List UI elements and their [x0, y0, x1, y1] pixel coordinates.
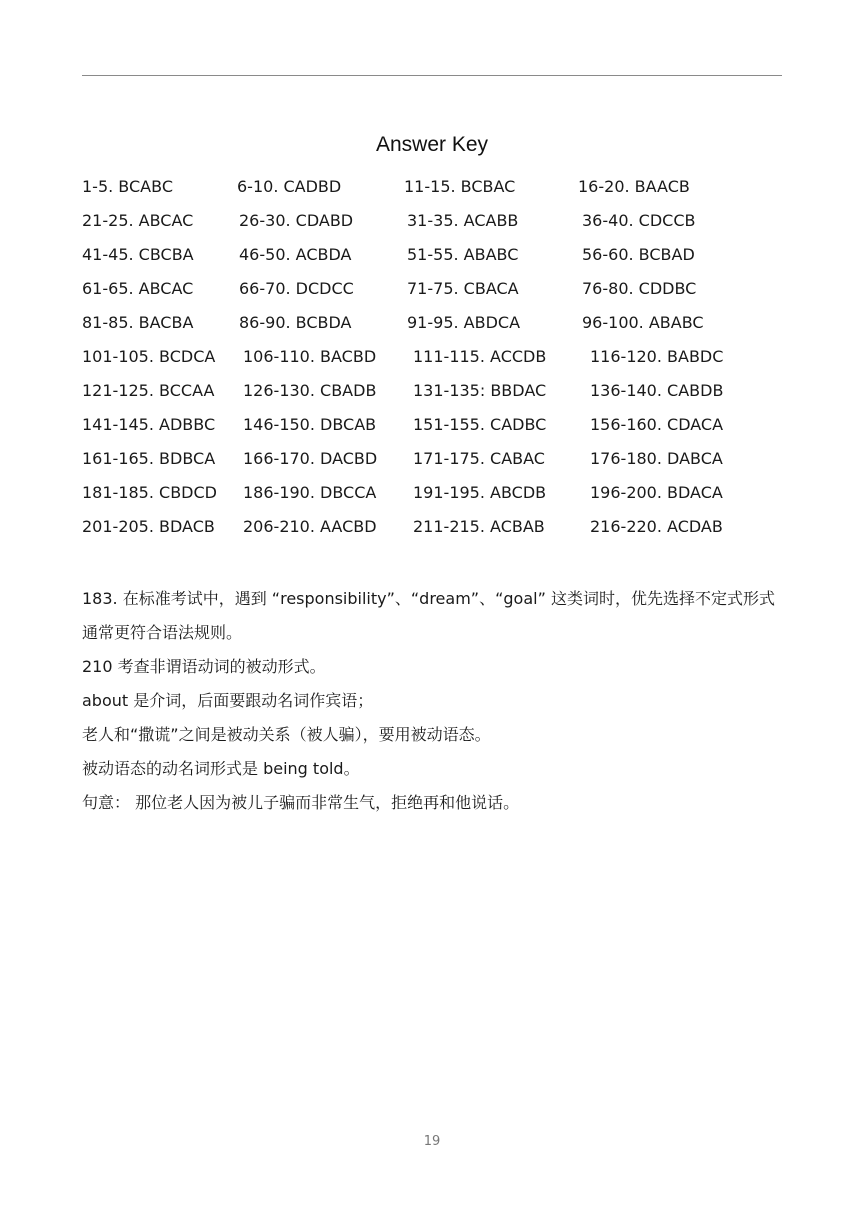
answer-key-cell: 16-20. BAACB — [578, 177, 690, 196]
answer-key-cell: 46-50. ACBDA — [239, 245, 352, 264]
answer-key-cell: 31-35. ACABB — [407, 211, 519, 230]
answer-key-cell: 71-75. CBACA — [407, 279, 519, 298]
answer-key-cell: 106-110. BACBD — [243, 347, 377, 366]
answer-key-row — [82, 449, 782, 483]
explanation-notes — [82, 582, 787, 820]
answer-key-cell: 161-165. BDBCA — [82, 449, 216, 468]
answer-key-cell: 56-60. BCBAD — [582, 245, 695, 264]
answer-key-cell: 151-155. CADBC — [413, 415, 547, 434]
answer-key-cell: 26-30. CDABD — [239, 211, 354, 230]
answer-key-cell: 21-25. ABCAC — [82, 211, 194, 230]
answer-key-cell: 211-215. ACBAB — [413, 517, 545, 536]
page-number: 19 — [423, 1134, 441, 1149]
answer-key-cell: 141-145. ADBBC — [82, 415, 216, 434]
answer-key-row — [82, 347, 782, 381]
answer-key-cell: 166-170. DACBD — [243, 449, 378, 468]
answer-key-row — [82, 211, 782, 245]
answer-key-cell: 6-10. CADBD — [237, 177, 342, 196]
answer-key-cell: 116-120. BABDC — [590, 347, 724, 366]
answer-key-cell: 156-160. CDACA — [590, 415, 724, 434]
answer-key-row — [82, 415, 782, 449]
header-rule — [82, 75, 782, 76]
answer-key-cell: 111-115. ACCDB — [413, 347, 547, 366]
answer-key-row — [82, 279, 782, 313]
answer-key-cell: 121-125. BCCAA — [82, 381, 215, 400]
answer-key-row — [82, 177, 782, 211]
note-line: 被动语态的动名词形式是 being told。 — [82, 759, 360, 778]
answer-key-cell: 181-185. CBDCD — [82, 483, 217, 502]
answer-key-cell: 176-180. DABCA — [590, 449, 723, 468]
answer-key-cell: 96-100. ABABC — [582, 313, 704, 332]
answer-key-cell: 216-220. ACDAB — [590, 517, 723, 536]
answer-key-cell: 91-95. ABDCA — [407, 313, 521, 332]
answer-key-cell: 81-85. BACBA — [82, 313, 194, 332]
answer-key-cell: 61-65. ABCAC — [82, 279, 194, 298]
answer-key-cell: 131-135: BBDAC — [413, 381, 547, 400]
answer-key-cell: 36-40. CDCCB — [582, 211, 696, 230]
answer-key-row — [82, 517, 782, 551]
answer-key-row — [82, 483, 782, 517]
answer-key-cell: 51-55. ABABC — [407, 245, 519, 264]
answer-key-cell: 206-210. AACBD — [243, 517, 377, 536]
note-line: 老人和“撒谎”之间是被动关系（被人骗），要用被动语态。 — [82, 725, 491, 744]
note-line: 通常更符合语法规则。 — [82, 623, 243, 642]
answer-key-row — [82, 245, 782, 279]
answer-key-cell: 186-190. DBCCA — [243, 483, 377, 502]
answer-key-cell: 191-195. ABCDB — [413, 483, 547, 502]
answer-key-grid — [82, 177, 782, 551]
answer-key-cell: 66-70. DCDCC — [239, 279, 354, 298]
note-line: about 是介词，后面要跟动名词作宾语； — [82, 691, 374, 710]
answer-key-cell: 146-150. DBCAB — [243, 415, 377, 434]
note-line: 210 考查非谓语动词的被动形式。 — [82, 657, 326, 676]
answer-key-cell: 86-90. BCBDA — [239, 313, 352, 332]
answer-key-cell: 171-175. CABAC — [413, 449, 545, 468]
answer-key-row — [82, 313, 782, 347]
answer-key-cell: 101-105. BCDCA — [82, 347, 216, 366]
answer-key-cell: 11-15. BCBAC — [404, 177, 516, 196]
answer-key-cell: 126-130. CBADB — [243, 381, 377, 400]
answer-key-cell: 1-5. BCABC — [82, 177, 173, 196]
answer-key-cell: 76-80. CDDBC — [582, 279, 697, 298]
answer-key-cell: 196-200. BDACA — [590, 483, 723, 502]
answer-key-row — [82, 381, 782, 415]
answer-key-cell: 41-45. CBCBA — [82, 245, 194, 264]
page-title: Answer Key — [375, 133, 489, 156]
answer-key-cell: 136-140. CABDB — [590, 381, 724, 400]
note-line: 183. 在标准考试中，遇到 “responsibility”、“dream”、“goal” 这类词时，优先选择不定式形式 — [82, 589, 775, 608]
answer-key-cell: 201-205. BDACB — [82, 517, 215, 536]
note-line: 句意： 那位老人因为被儿子骗而非常生气，拒绝再和他说话。 — [82, 793, 520, 812]
